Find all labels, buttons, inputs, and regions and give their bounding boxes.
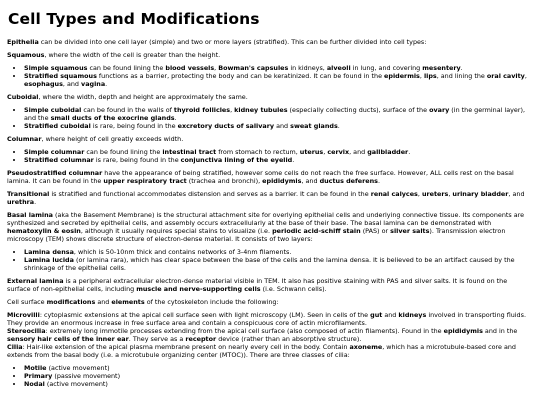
text-run: (active movement)	[44, 380, 108, 388]
list-item	[24, 156, 531, 164]
transitional-paragraph	[7, 190, 531, 206]
text-run: : Hair-like extension of the apical plasma membrane present on nearly every cell in the body. Contain	[22, 343, 350, 351]
text-run: is stratified and functional accommodates distension and serves as a barrier. It can be found in the	[49, 190, 371, 198]
text-run: have the appearance of being stratified, however some cells do not reach the free surface. However, ALL cells rest on the basal lamina. It can be found in the	[7, 169, 514, 185]
text-run: ,	[417, 190, 422, 198]
bold-term: Bowman's capsules	[218, 64, 289, 72]
squamous-list	[7, 64, 531, 88]
bold-term: blood vessels	[165, 64, 215, 72]
bold-term: silver salts	[390, 227, 430, 235]
text-run: is rare, being found in the	[90, 122, 178, 130]
surface-modifications-block	[7, 311, 531, 359]
text-run: can be found in the walls of	[81, 106, 174, 114]
bold-term: Stratified cuboidal	[24, 122, 91, 130]
list-item	[24, 64, 531, 72]
list-item	[24, 364, 531, 372]
squamous-paragraph	[7, 51, 531, 59]
bold-term: renal calyces	[370, 190, 418, 198]
bold-term: esophagus	[24, 80, 63, 88]
bold-term: Epithelia	[7, 38, 39, 46]
bold-term: Transitional	[7, 190, 50, 198]
text-run: .	[337, 122, 340, 130]
bold-term: gallbladder	[367, 148, 409, 156]
bold-term: Cuboidal	[7, 93, 39, 101]
text-run: can be divided into one cell layer (simple) and two or more layers (stratified). This can be further divided into cell types:	[38, 38, 427, 46]
bold-term: hematoxylin & eosin	[7, 227, 81, 235]
text-run: . They serve as a	[128, 335, 186, 343]
bold-term: Microvilli	[7, 311, 40, 319]
text-run: ,	[448, 190, 453, 198]
bold-term: Simple squamous	[24, 64, 88, 72]
text-run: and	[95, 298, 112, 306]
bold-term: sweat glands	[290, 122, 338, 130]
bold-term: receptor	[185, 335, 217, 343]
bold-term: muscle and nerve-supporting cells	[136, 285, 261, 293]
text-run: (active movement)	[46, 364, 110, 372]
columnar-paragraph	[7, 135, 531, 143]
text-run: can be found lining the	[84, 148, 163, 156]
bold-term: modifications	[46, 298, 96, 306]
bold-term: conjunctiva lining of the eyelid	[180, 156, 293, 164]
text-run: .	[408, 148, 411, 156]
text-run: (i.e. Schwann cells).	[260, 285, 327, 293]
list-item	[24, 380, 531, 388]
bold-term: Stereocilia	[7, 327, 46, 335]
bold-term: Cilia	[7, 343, 23, 351]
bold-term: kidneys	[398, 311, 427, 319]
bold-term: sensory hair cells of the inner ear	[7, 335, 129, 343]
bold-term: excretory ducts of salivary	[177, 122, 275, 130]
text-run: , which is 50-10nm thick and contains networks of 3-4nm filaments.	[73, 248, 292, 256]
text-run: (or lamina rara), which has clear space between the base of the cells and the lamina densa. It is believed to be an artifact caused by the shrinkage of the epithelial cells.	[24, 256, 515, 272]
text-run: , where the width, depth and height are approximately the same.	[38, 93, 248, 101]
text-run: ,	[524, 72, 527, 80]
bold-term: ureters	[421, 190, 449, 198]
text-run: and	[274, 122, 291, 130]
text-run: ,	[419, 72, 424, 80]
text-run: device (rather than an absorptive structure).	[216, 335, 362, 343]
bold-term: epididymis	[262, 177, 302, 185]
bold-term: small ducts of the exocrine glands	[50, 114, 175, 122]
list-item	[24, 106, 531, 122]
text-run: functions as a barrier, protecting the body and can be keratinized. It can be found in the	[96, 72, 385, 80]
text-run: of the cytoskeleton include the following:	[144, 298, 279, 306]
cuboidal-list	[7, 106, 531, 130]
bold-term: Basal lamina	[7, 211, 53, 219]
bold-term: kidney tubules	[234, 106, 288, 114]
bold-term: gut	[370, 311, 383, 319]
list-item	[24, 256, 531, 272]
basal-lamina-paragraph	[7, 211, 531, 243]
bold-term: Lamina lucida	[24, 256, 74, 264]
bold-term: mesentery	[422, 64, 461, 72]
list-item	[24, 372, 531, 380]
text-run: (PAS) or	[360, 227, 391, 235]
cilia-classes-list	[7, 364, 531, 388]
text-run: : cytoplasmic extensions at the apical cell surface seen with light microscopy (LM). Seen in cells of the	[39, 311, 371, 319]
text-run: .	[34, 198, 37, 206]
bold-term: axoneme	[349, 343, 383, 351]
bold-term: epididymis	[443, 327, 483, 335]
bold-term: Columnar	[7, 135, 42, 143]
columnar-list	[7, 148, 531, 164]
cuboidal-paragraph	[7, 93, 531, 101]
list-item	[24, 248, 531, 256]
list-item	[24, 72, 531, 88]
text-run: is rare, being found in the	[93, 156, 181, 164]
text-run: ). Transmission electron microscopy (TEM) shows discrete structure of electron-dense material. It consists of two layers:	[7, 227, 506, 243]
bold-term: alveoli	[326, 64, 351, 72]
text-run: .	[460, 64, 463, 72]
text-run: , and	[349, 148, 368, 156]
text-run: .	[105, 80, 108, 88]
bold-term: Pseudostratified columnar	[7, 169, 103, 177]
page-title: Cell Types and Modifications	[8, 10, 260, 28]
bold-term: ovary	[429, 106, 450, 114]
pseudostratified-paragraph	[7, 169, 531, 185]
surface-intro-paragraph	[7, 298, 531, 306]
text-run: : extremely long immotile processes extending from the apical cell surface (also composed of actin filaments). Found in the	[45, 327, 444, 335]
text-run: , which has a microtubule-based core and extends from the basal body (i.e. a microtubule organizing center (MTOC)). There are three classes of cilia:	[7, 343, 516, 359]
bold-term: Stratified columnar	[24, 156, 94, 164]
text-run: (passive movement)	[52, 372, 121, 380]
bold-term: Squamous	[7, 51, 45, 59]
bold-term: lips	[423, 72, 437, 80]
text-run: ,	[214, 64, 219, 72]
bold-term: Nodal	[24, 380, 45, 388]
bold-term: Simple cuboidal	[24, 106, 82, 114]
text-run: , and	[301, 177, 320, 185]
text-run: can be found lining the	[87, 64, 166, 72]
epithelia-paragraph	[7, 38, 531, 46]
text-run: , although it usually requires special stains to visualize (i.e.	[80, 227, 273, 235]
bold-term: Primary	[24, 372, 53, 380]
bold-term: cervix	[327, 148, 350, 156]
list-item	[24, 148, 531, 156]
text-run: in kidneys,	[288, 64, 327, 72]
bold-term: epidermis	[384, 72, 420, 80]
external-lamina-paragraph	[7, 277, 531, 293]
bold-term: vagina	[81, 80, 106, 88]
text-run: , and	[508, 190, 525, 198]
text-run: , where height of cell greatly exceeds width.	[41, 135, 184, 143]
text-run: , and	[62, 80, 82, 88]
list-item	[24, 122, 531, 130]
bold-term: Motile	[24, 364, 47, 372]
text-run: ,	[323, 148, 328, 156]
text-run: (especially collecting ducts), surface of the	[287, 106, 430, 114]
bold-term: intestinal tract	[162, 148, 217, 156]
text-run: from stomach to rectum,	[216, 148, 300, 156]
basal-lamina-list	[7, 248, 531, 272]
text-run: involved in transporting fluids. They provide an enormous increase in free surface area and contain a conspicuous core of actin microfilaments.	[7, 311, 526, 327]
bold-term: periodic acid-schiff stain	[272, 227, 361, 235]
text-run: is a peripheral extracellular electron-dense material visible in TEM. It also has positive staining with PAS and silver salts. It is found on the surface of non-epithelial cells, including	[7, 277, 508, 293]
text-run: and	[382, 311, 399, 319]
text-run: in lung, and covering	[350, 64, 423, 72]
text-run: .	[377, 177, 381, 185]
text-run: (aka the Basement Membrane) is the structural attachment site for overlying epithelial cells and underlying connective tissue. Its components are synthesized and secreted by epithelial cells, and assembly occurs extracellularly at the base of their base. The basal lamina can be demonstrated with	[7, 211, 525, 227]
bold-term: Simple columnar	[24, 148, 85, 156]
bold-term: Stratified squamous	[24, 72, 97, 80]
text-run: , and lining the	[436, 72, 487, 80]
bold-term: Lamina densa	[24, 248, 74, 256]
bold-term: upper respiratory tract	[103, 177, 187, 185]
bold-term: elements	[111, 298, 145, 306]
bold-term: ductus deferens	[319, 177, 378, 185]
text-run: .	[174, 114, 177, 122]
bold-term: urethra	[7, 198, 35, 206]
bold-term: uterus	[299, 148, 324, 156]
text-run: (trachea and bronchi),	[186, 177, 263, 185]
text-run: Cell surface	[7, 298, 47, 306]
bold-term: oral cavity	[486, 72, 525, 80]
bold-term: External lamina	[7, 277, 64, 285]
bold-term: thyroid follicles	[173, 106, 231, 114]
text-run: and in the	[482, 327, 518, 335]
bold-term: urinary bladder	[452, 190, 509, 198]
text-run: ,	[230, 106, 235, 114]
text-run: , where the width of the cell is greater than the height.	[44, 51, 221, 59]
text-run: (in the germinal layer), and the	[24, 106, 526, 122]
text-run: .	[292, 156, 295, 164]
